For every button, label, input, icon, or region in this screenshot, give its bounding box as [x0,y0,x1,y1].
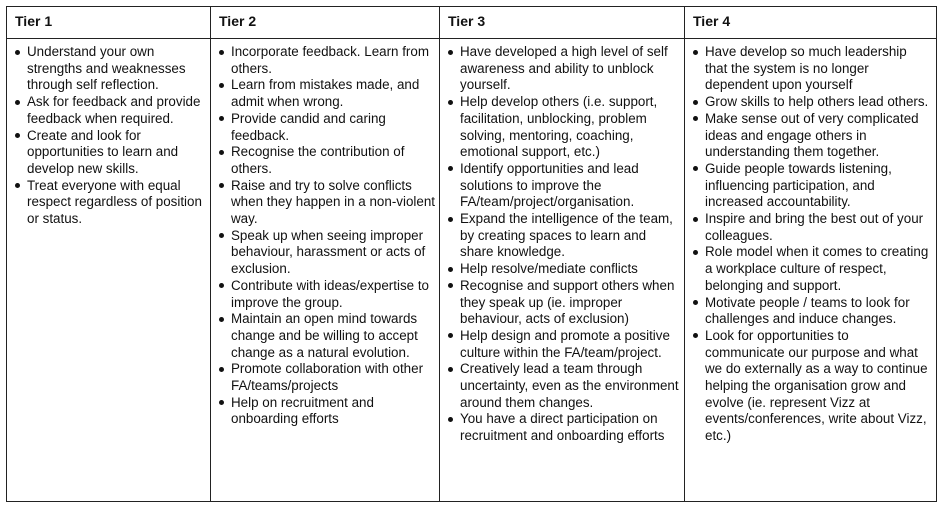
list-item: Promote collaboration with other FA/teams/projects [219,361,435,394]
list-item: Understand your own strengths and weaknesses through self reflection. [15,44,206,94]
tier-2-cell [211,39,440,502]
list-item: Role model when it comes to creating a workplace culture of respect, belonging and support. [693,244,932,294]
list-item: Provide candid and caring feedback. [219,111,435,144]
list-item: Creatively lead a team through uncertainty, even as the environment around them changes. [448,361,680,411]
tier-2-list [219,44,435,428]
leadership-tiers-table [6,6,937,502]
list-item: Make sense out of very complicated ideas and engage others in understanding them together. [693,111,932,161]
list-item: Recognise and support others when they speak up (ie. improper behaviour, acts of exclusion) [448,278,680,328]
list-item: Look for opportunities to communicate our purpose and what we do externally as a way to continue helping the organisation grow and evolve (ie. represent Vizz at events/conferences, write about Vizz, etc.) [693,328,932,445]
list-item: Help develop others (i.e. support, facilitation, unblocking, problem solving, mentoring, coaching, emotional support, etc.) [448,94,680,161]
tier-4-cell [685,39,937,502]
tier-3-list [448,44,680,445]
list-item: Help design and promote a positive culture within the FA/team/project. [448,328,680,361]
tier-1-cell [7,39,211,502]
list-item: Maintain an open mind towards change and be willing to accept change as a natural evolution. [219,311,435,361]
list-item: Have develop so much leadership that the system is no longer dependent upon yourself [693,44,932,94]
list-item: Grow skills to help others lead others. [693,94,932,111]
header-row [7,7,937,39]
list-item: Identify opportunities and lead solutions to improve the FA/team/project/organisation. [448,161,680,211]
content-row [7,39,937,502]
list-item: Treat everyone with equal respect regardless of position or status. [15,178,206,228]
tier-1-list [15,44,206,228]
list-item: You have a direct participation on recruitment and onboarding efforts [448,411,680,444]
list-item: Inspire and bring the best out of your colleagues. [693,211,932,244]
list-item: Recognise the contribution of others. [219,144,435,177]
list-item: Expand the intelligence of the team, by creating spaces to learn and share knowledge. [448,211,680,261]
list-item: Have developed a high level of self awareness and ability to unblock yourself. [448,44,680,94]
list-item: Learn from mistakes made, and admit when wrong. [219,77,435,110]
list-item: Create and look for opportunities to learn and develop new skills. [15,128,206,178]
tier-4-list [693,44,932,445]
tier-3-cell [440,39,685,502]
tier-1-heading: Tier 1 [7,7,211,39]
list-item: Contribute with ideas/expertise to improve the group. [219,278,435,311]
tier-4-heading: Tier 4 [685,7,937,39]
list-item: Ask for feedback and provide feedback when required. [15,94,206,127]
tier-2-heading: Tier 2 [211,7,440,39]
tier-3-heading: Tier 3 [440,7,685,39]
list-item: Help resolve/mediate conflicts [448,261,680,278]
list-item: Raise and try to solve conflicts when they happen in a non-violent way. [219,178,435,228]
list-item: Help on recruitment and onboarding efforts [219,395,435,428]
list-item: Guide people towards listening, influencing participation, and increased accountability. [693,161,932,211]
list-item: Speak up when seeing improper behaviour, harassment or acts of exclusion. [219,228,435,278]
list-item: Motivate people / teams to look for challenges and induce changes. [693,295,932,328]
list-item: Incorporate feedback. Learn from others. [219,44,435,77]
